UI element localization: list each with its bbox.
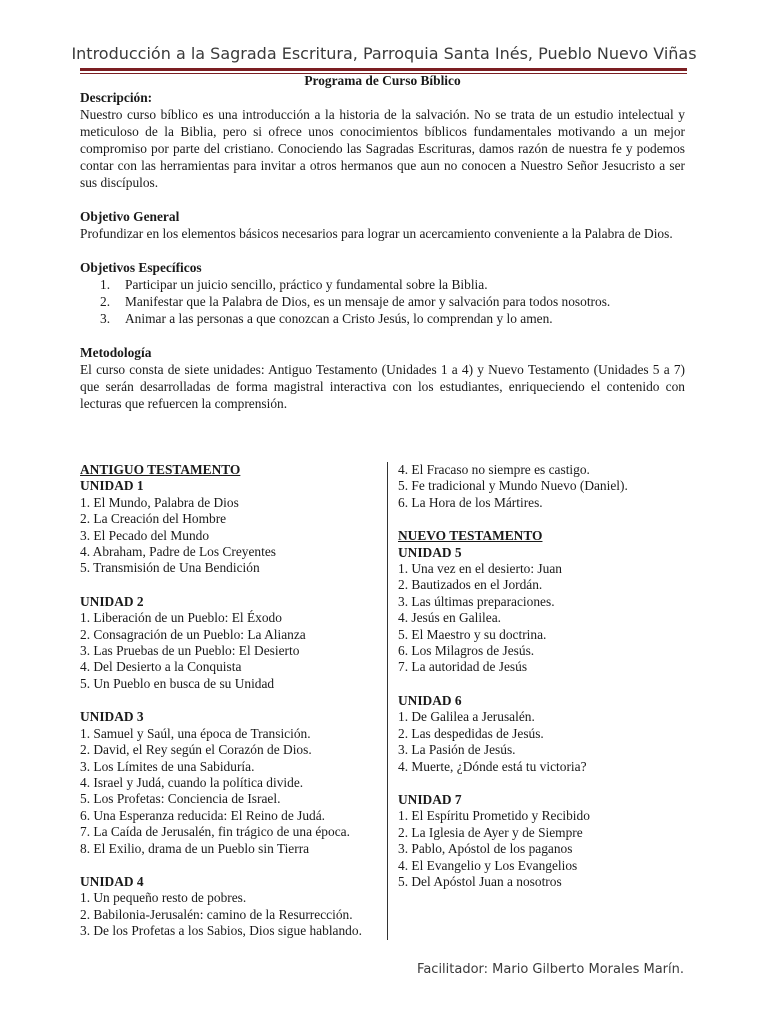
list-item: 5. Fe tradicional y Mundo Nuevo (Daniel). (398, 478, 628, 494)
header-rule (80, 68, 687, 71)
list-item: 1. El Mundo, Palabra de Dios (80, 494, 239, 510)
list-item: 4. Abraham, Padre de Los Creyentes (80, 544, 276, 560)
list-item (80, 293, 685, 310)
list-item: 5. Del Apóstol Juan a nosotros (398, 873, 562, 889)
list-item (80, 310, 685, 327)
list-item: 8. El Exilio, drama de un Pueblo sin Tierra (80, 840, 310, 856)
list-item: 6. Una Esperanza reducida: El Reino de Judá. (80, 807, 326, 823)
list-item: 5. Un Pueblo en busca de su Unidad (80, 675, 275, 691)
list-item (80, 276, 685, 293)
list-item: 2. La Iglesia de Ayer y de Siempre (398, 824, 583, 840)
list-item: 1. Samuel y Saúl, una época de Transición. (80, 725, 311, 741)
list-item: 1. Un pequeño resto de pobres. (80, 890, 247, 906)
list-item: 3. De los Profetas a los Sabios, Dios sigue hablando. (80, 923, 362, 939)
list-text: Manifestar que la Palabra de Dios, es un mensaje de amor y salvación para todos nosotros. (125, 294, 611, 309)
unidad-2-title: UNIDAD 2 (80, 593, 144, 609)
list-item: 1. Una vez en el desierto: Juan (398, 561, 562, 577)
objetivos-especificos-heading: Objetivos Específicos (80, 260, 202, 275)
objetivos-list (80, 276, 685, 327)
list-item: 3. Pablo, Apóstol de los paganos (398, 841, 573, 857)
list-item: 7. La Caída de Jerusalén, fin trágico de una época. (80, 824, 350, 840)
nuevo-testamento-heading: NUEVO TESTAMENTO (398, 528, 543, 544)
list-item: 2. La Creación del Hombre (80, 511, 227, 527)
list-item: 4. El Fracaso no siempre es castigo. (398, 462, 590, 477)
list-item: 2. Consagración de un Pueblo: La Alianza (80, 626, 306, 642)
unidad-1-title: UNIDAD 1 (80, 478, 144, 494)
descripcion-text: Nuestro curso bíblico es una introducción a la historia de la salvación. No se trata de un estudio intelectual y meticuloso de la Biblia, pero si ofrece unos conocimientos bíblicos fundamentales motivando a un mejor compromiso por parte del cristiano. Conociendo las Sagradas Escrituras, damos razón de nuestra fe y podemos contar con las herramientas para invitar a otros hermanos que aun no conocen a Nuestro Señor Jesucristo a ser sus discípulos. (80, 107, 685, 190)
right-column (398, 462, 685, 890)
list-item: 2. Babilonia-Jerusalén: camino de la Resurrección. (80, 906, 353, 922)
list-item: 4. Israel y Judá, cuando la política divide. (80, 774, 304, 790)
unidad-4-title: UNIDAD 4 (80, 873, 144, 889)
list-item: 2. Las despedidas de Jesús. (398, 725, 544, 741)
list-item: 4. Muerte, ¿Dónde está tu victoria? (398, 758, 587, 774)
list-item: 3. La Pasión de Jesús. (398, 742, 516, 758)
list-item: 7. La autoridad de Jesús (398, 659, 528, 675)
list-item: 5. Transmisión de Una Bendición (80, 560, 260, 576)
list-item: 5. Los Profetas: Conciencia de Israel. (80, 791, 281, 807)
list-item: 4. Del Desierto a la Conquista (80, 659, 242, 675)
units-columns (80, 462, 685, 942)
list-item: 5. El Maestro y su doctrina. (398, 626, 547, 642)
metodologia-heading: Metodología (80, 345, 152, 360)
list-item: 1. El Espíritu Prometido y Recibido (398, 808, 590, 824)
list-text: Participar un juicio sencillo, práctico y fundamental sobre la Biblia. (125, 277, 488, 292)
unidad-6-title: UNIDAD 6 (398, 692, 462, 708)
list-item: 3. El Pecado del Mundo (80, 527, 210, 543)
list-item: 6. Los Milagros de Jesús. (398, 643, 535, 659)
unidad-7-title: UNIDAD 7 (398, 791, 462, 807)
list-text: Animar a las personas a que conozcan a Cristo Jesús, lo comprendan y lo amen. (125, 311, 553, 326)
list-item: 1. Liberación de un Pueblo: El Éxodo (80, 610, 282, 626)
descripcion-heading: Descripción: (80, 90, 153, 105)
list-item: 3. Las Pruebas de un Pueblo: El Desierto (80, 643, 300, 659)
list-item: 1. De Galilea a Jerusalén. (398, 709, 535, 725)
objetivo-general-heading: Objetivo General (80, 209, 180, 224)
objetivo-general-text: Profundizar en los elementos básicos necesarios para lograr un acercamiento conveniente a la Palabra de Dios. (80, 226, 673, 241)
left-column (80, 462, 385, 940)
metodologia-text: El curso consta de siete unidades: Antiguo Testamento (Unidades 1 a 4) y Nuevo Testamento (Unidades 5 a 7) que serán desarrolladas de forma magistral interactiva con los estudiantes, enriqueciendo el contenido con lecturas que refuercen la comprensión. (80, 362, 685, 411)
list-item: 4. El Evangelio y Los Evangelios (398, 857, 578, 873)
document-body (80, 72, 685, 412)
page-header-title: Introducción a la Sagrada Escritura, Parroquia Santa Inés, Pueblo Nuevo Viñas (71, 44, 697, 63)
column-divider (387, 462, 388, 940)
list-item: 3. Las últimas preparaciones. (398, 593, 555, 609)
document-title: Programa de Curso Bíblico (304, 73, 461, 88)
list-item: 6. La Hora de los Mártires. (398, 494, 543, 510)
antiguo-testamento-heading: ANTIGUO TESTAMENTO (80, 462, 241, 477)
list-item: 3. Los Límites de una Sabiduría. (80, 758, 255, 774)
unidad-3-title: UNIDAD 3 (80, 709, 144, 725)
facilitador-footer: Facilitador: Mario Gilberto Morales Marín. (417, 962, 684, 977)
unidad-5-title: UNIDAD 5 (398, 544, 462, 560)
list-item: 2. Bautizados en el Jordán. (398, 577, 543, 593)
list-item: 4. Jesús en Galilea. (398, 610, 502, 626)
list-number: 2. (100, 294, 111, 309)
list-number: 3. (100, 311, 111, 326)
list-item: 2. David, el Rey según el Corazón de Dios. (80, 742, 312, 758)
list-number: 1. (100, 277, 111, 292)
